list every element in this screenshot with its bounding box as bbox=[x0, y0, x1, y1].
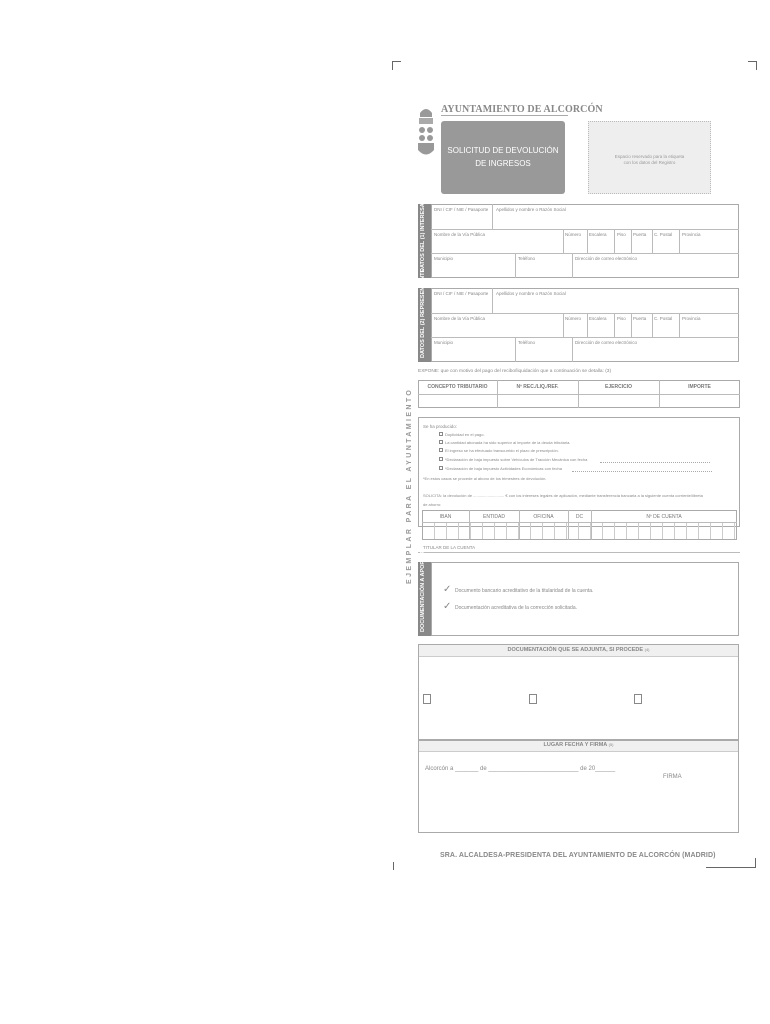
concept-header-numero: Nº REC./LIQ./REF. bbox=[516, 384, 559, 390]
form-title-box bbox=[441, 121, 565, 194]
representante-dni-label: DNI / CIF / NIE / Pasaporte bbox=[434, 291, 489, 296]
reason-5-date-line bbox=[572, 471, 712, 472]
form-title-line1: SOLICITUD DE DEVOLUCIÓN bbox=[447, 146, 559, 155]
footer-addressee: SRA. ALCALDESA-PRESIDENTA DEL AYUNTAMIENTO DE ALCORCÓN (MADRID) bbox=[440, 852, 716, 859]
documentacion-item-2: Documentación acreditativa de la corrección solicitada. bbox=[455, 605, 578, 611]
representante-email-label: Dirección de correo electrónico bbox=[575, 340, 638, 345]
concept-header-importe: IMPORTE bbox=[688, 384, 711, 390]
adjunta-title-text: DOCUMENTACIÓN QUE SE ADJUNTA, SI PROCEDE bbox=[507, 647, 644, 653]
adjunta-note: (4) bbox=[644, 647, 650, 652]
interesado-box bbox=[431, 204, 739, 278]
coat-of-arms-logo bbox=[417, 105, 435, 159]
interesado-numero-label: Número bbox=[565, 232, 582, 237]
reason-checkbox-2[interactable] bbox=[439, 440, 443, 444]
register-box-line1: Espacio reservado para la etiqueta bbox=[614, 154, 685, 159]
org-name: AYUNTAMIENTO DE ALCORCÓN bbox=[441, 104, 603, 115]
concept-header-ejercicio: EJERCICIO bbox=[605, 384, 632, 390]
representante-apellidos-label: Apellidos y nombre o Razón Social bbox=[496, 291, 566, 296]
representante-numero-label: Número bbox=[565, 316, 582, 321]
reasons-note: *En estos casos se procede al abono de los trimestres de devolución. bbox=[423, 476, 547, 481]
adjunta-checkbox-1[interactable] bbox=[423, 694, 431, 704]
representante-escalera-label: Escalera bbox=[589, 316, 607, 321]
representante-puerta-label: Puerta bbox=[633, 316, 647, 321]
copy-side-label: EJEMPLAR PARA EL AYUNTAMIENTO bbox=[406, 387, 413, 584]
reason-checkbox-1[interactable] bbox=[439, 432, 443, 436]
interesado-municipio-label: Municipio bbox=[434, 256, 454, 261]
adjunta-checkbox-2[interactable] bbox=[529, 694, 537, 704]
representante-piso-label: Piso bbox=[617, 316, 626, 321]
concept-header-concepto: CONCEPTO TRIBUTARIO bbox=[427, 384, 488, 390]
solicita-line2: de ahorro: bbox=[423, 502, 442, 507]
representante-telefono-label: Teléfono bbox=[518, 340, 536, 345]
reason-option-5: *Declaración de baja impuesto Actividades Económicas con fecha bbox=[445, 466, 562, 471]
bank-header-entidad: ENTIDAD bbox=[483, 514, 505, 520]
lugar-box bbox=[418, 740, 739, 833]
reason-option-3: El ingreso se ha efectuado transcurrido el plazo de prescripción. bbox=[445, 448, 559, 453]
crop-mark-bottom-right bbox=[706, 867, 756, 868]
bank-header-dc: DC bbox=[575, 514, 584, 520]
crop-mark-bottom-right-v bbox=[755, 858, 756, 868]
bank-header-iban: IBAN bbox=[439, 514, 452, 520]
representante-provincia-label: Provincia bbox=[682, 316, 701, 321]
documentacion-section-label: DOCUMENTACIÓN A APORTAR bbox=[420, 549, 426, 632]
representante-section-label: DATOS DEL (2) REPRESENTANTE bbox=[420, 268, 426, 358]
interesado-dni-label: DNI / CIF / NIE / Pasaporte bbox=[434, 207, 489, 212]
interesado-puerta-label: Puerta bbox=[633, 232, 647, 237]
bank-titular-label: TITULAR DE LA CUENTA bbox=[423, 545, 476, 550]
solicita-line1: SOLICITA: la devolución de ............................ € con los intereses legales de aplicación, mediante transferencia bancaria a la siguiente cuenta corriente/libreta bbox=[423, 493, 703, 498]
interesado-via-label: Nombre de la Vía Pública bbox=[434, 232, 486, 237]
representante-box bbox=[431, 288, 739, 362]
adjunta-checkbox-3[interactable] bbox=[634, 694, 642, 704]
representante-cpostal-label: C. Postal bbox=[654, 316, 673, 321]
documentacion-check-2: ✓ bbox=[443, 601, 452, 612]
lugar-date-line[interactable]: Alcorcón a _______ de ___________________________ de 20______ bbox=[425, 766, 616, 772]
register-box-line2: con los datos del Registro bbox=[623, 160, 676, 165]
lugar-title bbox=[418, 742, 739, 748]
expone-text: EXPONE: que con motivo del pago del recibo/liquidación que a continuación se detalla: (3) bbox=[418, 369, 612, 374]
org-name-underline bbox=[441, 115, 568, 116]
crop-mark-top-right bbox=[748, 61, 757, 70]
lugar-note: (5) bbox=[608, 742, 614, 747]
interesado-email-label: Dirección de correo electrónico bbox=[575, 256, 638, 261]
bank-digit-cells[interactable] bbox=[423, 523, 736, 539]
bank-header-oficina: OFICINA bbox=[533, 514, 554, 520]
reason-checkbox-5[interactable] bbox=[439, 466, 443, 470]
reason-option-1: Duplicidad en el pago. bbox=[445, 432, 485, 437]
crop-mark-top-left bbox=[392, 61, 401, 70]
lugar-title-text: LUGAR FECHA Y FIRMA bbox=[543, 742, 608, 748]
reasons-intro: Se ha producido: bbox=[423, 424, 458, 429]
lugar-firma-label: FIRMA bbox=[663, 774, 682, 780]
reason-checkbox-3[interactable] bbox=[439, 448, 443, 452]
documentacion-item-1: Documento bancario acreditativo de la titularidad de la cuenta. bbox=[455, 588, 594, 594]
reason-option-2: La cantidad abonada ha sido superior al importe de la deuda tributaria. bbox=[445, 440, 571, 445]
interesado-telefono-label: Teléfono bbox=[518, 256, 536, 261]
interesado-cpostal-label: C. Postal bbox=[654, 232, 673, 237]
reason-option-4: *Declaración de baja impuesto sobre Vehículos de Tracción Mecánica con fecha bbox=[445, 457, 588, 462]
adjunta-title bbox=[418, 647, 739, 653]
adjunta-box bbox=[418, 644, 739, 740]
reason-4-date-line bbox=[600, 462, 710, 463]
documentacion-check-1: ✓ bbox=[443, 584, 452, 595]
bank-header-cuenta: Nº DE CUENTA bbox=[646, 514, 682, 520]
interesado-provincia-label: Provincia bbox=[682, 232, 701, 237]
form-title-line2: DE INGRESOS bbox=[475, 159, 531, 168]
interesado-section-label: DATOS DEL (1) INTERESADO bbox=[420, 194, 426, 272]
interesado-escalera-label: Escalera bbox=[589, 232, 607, 237]
documentacion-box bbox=[431, 562, 739, 636]
interesado-piso-label: Piso bbox=[617, 232, 626, 237]
representante-via-label: Nombre de la Vía Pública bbox=[434, 316, 486, 321]
crop-mark-bottom-left bbox=[393, 862, 394, 870]
interesado-apellidos-label: Apellidos y nombre o Razón Social bbox=[496, 207, 566, 212]
representante-municipio-label: Municipio bbox=[434, 340, 454, 345]
reason-checkbox-4[interactable] bbox=[439, 457, 443, 461]
